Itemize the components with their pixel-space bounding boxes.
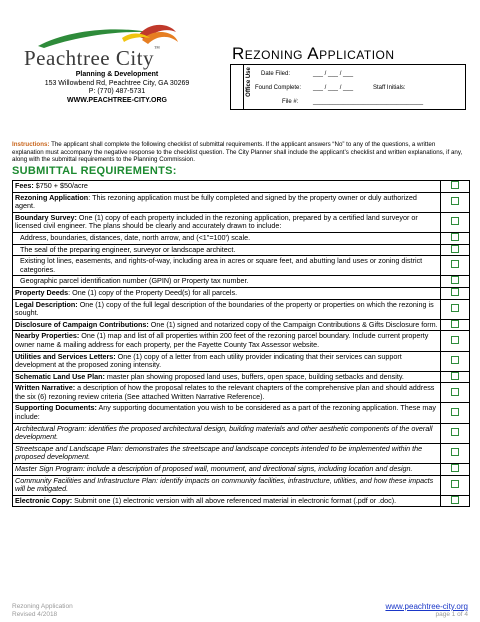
requirement-text (13, 181, 441, 193)
requirement-row (13, 256, 470, 276)
requirement-description: Geographic parcel identification number (GPIN) or Property tax number. (20, 276, 249, 286)
requirement-row (13, 276, 470, 288)
footer-revised: Revised 4/2018 (12, 611, 58, 618)
requirement-row (13, 495, 470, 507)
requirement-description: One (1) copy of the full legal description of the boundaries of the property or properties on which the rezoning is sought. (15, 299, 434, 318)
requirement-description: include a description of proposed wall, monument, and directional signs, including location and design. (84, 464, 413, 474)
requirement-description: One (1) copy of a letter from each utility provider indicating that their services can support development at the proposed zoning intensity. (15, 351, 402, 370)
requirement-description: Existing lot lines, easements, and rights-of-way, including area in acres or square feet, and abutting land uses or zoning district categories. (20, 256, 423, 274)
requirement-checkbox-cell (441, 423, 470, 443)
office-use-label: Office Use (246, 67, 252, 97)
requirement-label: Master Sign Program: (15, 464, 85, 474)
requirement-checkbox[interactable] (451, 217, 459, 225)
footer-website-link[interactable]: www.peachtree-city.org (385, 602, 468, 611)
requirement-label: Fees: (15, 181, 34, 190)
instructions-label: Instructions: (12, 141, 50, 148)
requirement-description: Address, boundaries, distances, date, north arrow, and (<1"=100') scale. (20, 232, 251, 242)
requirement-description: One (1) signed and notarized copy of the Campaign Contributions & Gifts Disclosure form. (148, 319, 438, 329)
requirement-checkbox-cell (441, 319, 470, 331)
requirement-checkbox-cell (441, 181, 470, 193)
file-number-label: File #: (282, 99, 299, 105)
requirement-row (13, 331, 470, 351)
requirement-checkbox-cell (441, 287, 470, 299)
department-name: Planning & Development (75, 71, 159, 78)
requirement-description: identifies the proposed architectural design, building materials and other aesthetic components of the overall development. (15, 423, 433, 442)
requirement-description: : One (1) copy of the Property Deed(s) for all parcels. (68, 287, 238, 297)
requirement-checkbox-cell (441, 192, 470, 212)
requirement-label: Rezoning Application (15, 192, 89, 202)
requirement-text (13, 232, 441, 244)
requirement-row (13, 232, 470, 244)
requirement-checkbox[interactable] (451, 288, 459, 296)
requirement-text (13, 256, 441, 276)
requirement-checkbox[interactable] (451, 356, 459, 364)
requirement-checkbox-cell (441, 495, 470, 507)
requirement-checkbox[interactable] (451, 276, 459, 284)
requirement-text (13, 319, 441, 331)
requirement-description: $750 + $50/acre (33, 181, 88, 190)
requirement-description: The seal of the preparing engineer, surveyor or landscape architect. (20, 244, 236, 254)
requirement-label: Utilities and Services Letters: (15, 351, 116, 361)
department-phone: P: (770) 487-5731 (88, 88, 146, 96)
requirement-row (13, 287, 470, 299)
requirement-description: : This rezoning application must be fully completed and signed by the property owner or duly authorized agent. (15, 192, 417, 211)
requirement-checkbox[interactable] (451, 181, 459, 189)
requirement-label: Boundary Survey: (15, 212, 77, 222)
requirement-text (13, 244, 441, 256)
requirement-checkbox[interactable] (451, 448, 459, 456)
requirement-checkbox-cell (441, 383, 470, 403)
requirement-label: Supporting Documents: (15, 403, 97, 413)
requirement-checkbox[interactable] (451, 372, 459, 380)
requirement-text (13, 443, 441, 463)
requirement-checkbox[interactable] (451, 260, 459, 268)
requirement-checkbox[interactable] (451, 197, 459, 205)
requirement-row (13, 371, 470, 383)
requirement-text (13, 495, 441, 507)
requirement-text (13, 423, 441, 443)
requirement-checkbox[interactable] (451, 408, 459, 416)
logo-wordmark: Peachtree City™ (24, 46, 161, 70)
requirement-text (13, 276, 441, 288)
requirement-description: Submit one (1) electronic version with all above referenced material in electronic format (.pdf or .doc). (72, 495, 397, 505)
requirement-checkbox-cell (441, 464, 470, 476)
requirement-description: Any supporting documentation you wish to be considered as a part of the rezoning application. These may include: (15, 403, 436, 422)
requirement-row (13, 475, 470, 495)
instructions-text: The applicant shall complete the following checklist of submittal requirements. If the applicant answers “No” to any of the questions, a written explanation must accompany the negative response to the checklist question. The City Planner shall include the applicant’s checklist and written explanations, if any, along with the submittal requirements to the Planning Commission. (12, 141, 463, 164)
requirement-checkbox-cell (441, 403, 470, 423)
requirement-checkbox[interactable] (451, 320, 459, 328)
requirement-checkbox[interactable] (451, 233, 459, 241)
requirement-checkbox-cell (441, 443, 470, 463)
date-filed-field[interactable]: ___ / ___ / ___ (313, 71, 354, 77)
department-address: 153 Willowbend Rd, Peachtree City, GA 30269 (44, 79, 190, 87)
instructions-paragraph (12, 141, 468, 164)
requirement-description: master plan showing proposed land uses, buffers, open space, building setbacks and density. (104, 371, 404, 381)
requirement-checkbox-cell (441, 331, 470, 351)
requirement-row (13, 403, 470, 423)
requirement-label: Legal Description: (15, 299, 78, 309)
requirement-text (13, 192, 441, 212)
requirement-checkbox-cell (441, 276, 470, 288)
footer-page-number: page 1 of 4 (435, 611, 468, 618)
requirement-description: identify impacts on community facilities, infrastructure, utilities, and how these impacts will be mitigated. (15, 475, 434, 494)
office-use-box (230, 64, 466, 110)
requirement-text (13, 371, 441, 383)
requirement-row (13, 423, 470, 443)
peachtree-city-logo (18, 22, 208, 70)
requirement-row (13, 319, 470, 331)
requirement-checkbox-cell (441, 351, 470, 371)
requirement-row (13, 181, 470, 193)
requirement-label: Electronic Copy: (15, 495, 73, 505)
requirement-checkbox-cell (441, 475, 470, 495)
requirement-label: Nearby Properties: (15, 331, 80, 341)
found-complete-label: Found Complete: (255, 85, 302, 91)
page-title: Rezoning Application (232, 44, 395, 63)
requirement-text (13, 351, 441, 371)
requirement-checkbox[interactable] (451, 388, 459, 396)
requirement-checkbox[interactable] (451, 464, 459, 472)
department-block (12, 71, 222, 105)
requirement-text (13, 475, 441, 495)
requirement-checkbox[interactable] (451, 304, 459, 312)
requirement-label: Property Deeds (15, 287, 69, 297)
requirement-checkbox-cell (441, 371, 470, 383)
footer-left (12, 603, 73, 619)
requirement-text (13, 299, 441, 319)
office-use-divider (243, 65, 244, 109)
requirement-row (13, 299, 470, 319)
submittal-requirements-heading: SUBMITTAL REQUIREMENTS: (12, 165, 177, 177)
requirement-checkbox[interactable] (451, 245, 459, 253)
requirement-checkbox[interactable] (451, 336, 459, 344)
requirement-checkbox-cell (441, 244, 470, 256)
footer-right (385, 603, 468, 619)
requirement-label: Schematic Land Use Plan: (15, 371, 105, 381)
date-filed-label: Date Filed: (261, 71, 291, 77)
requirement-label: Streetscape and Landscape Plan: (15, 443, 123, 453)
requirement-row (13, 443, 470, 463)
requirement-label: Community Facilities and Infrastructure Plan: (15, 475, 159, 485)
requirement-row (13, 383, 470, 403)
requirement-row (13, 244, 470, 256)
requirement-checkbox-cell (441, 232, 470, 244)
requirement-text (13, 212, 441, 232)
requirement-description: One (1) copy of each property included in the rezoning application, prepared by a certified land surveyor or licensed civil engineer. The plans should be clearly and accurately drawn to include: (15, 212, 418, 231)
requirement-row (13, 212, 470, 232)
requirement-checkbox[interactable] (451, 428, 459, 436)
requirement-label: Written Narrative: (15, 383, 76, 393)
department-website[interactable]: WWW.PEACHTREE-CITY.ORG (67, 96, 167, 104)
requirement-text (13, 383, 441, 403)
staff-initials-label: Staff Initials: (373, 85, 406, 91)
requirement-checkbox[interactable] (451, 496, 459, 504)
requirement-row (13, 464, 470, 476)
requirement-label: Architectural Program: (15, 423, 87, 433)
requirement-checkbox-cell (441, 256, 470, 276)
requirement-text (13, 464, 441, 476)
requirement-row (13, 192, 470, 212)
requirement-checkbox-cell (441, 212, 470, 232)
requirement-text (13, 331, 441, 351)
requirement-label: Disclosure of Campaign Contributions: (15, 319, 149, 329)
found-complete-field[interactable]: ___ / ___ / ___ (313, 85, 354, 91)
requirement-description: demonstrates the streetscape and landscape concepts intended to be implemented within the proposed development. (15, 443, 423, 462)
requirement-row (13, 351, 470, 371)
requirement-text (13, 403, 441, 423)
requirement-description: One (1) map and list of all properties within 200 feet of the rezoning parcel boundary. Include current property owner name & mailing address for each property, per the Fayette County Tax Assessor website. (15, 331, 429, 349)
requirement-checkbox[interactable] (451, 480, 459, 488)
file-number-field[interactable]: _________________________________ (313, 99, 424, 105)
footer-doc-name: Rezoning Application (12, 603, 73, 610)
requirement-checkbox-cell (441, 299, 470, 319)
requirements-table (12, 180, 470, 507)
requirement-description: a description of how the proposal relates to the relevant chapters of the comprehensive plan and should address the six (6) rezoning review criteria (See attached Written Narrative Reference). (15, 383, 435, 401)
requirement-text (13, 287, 441, 299)
